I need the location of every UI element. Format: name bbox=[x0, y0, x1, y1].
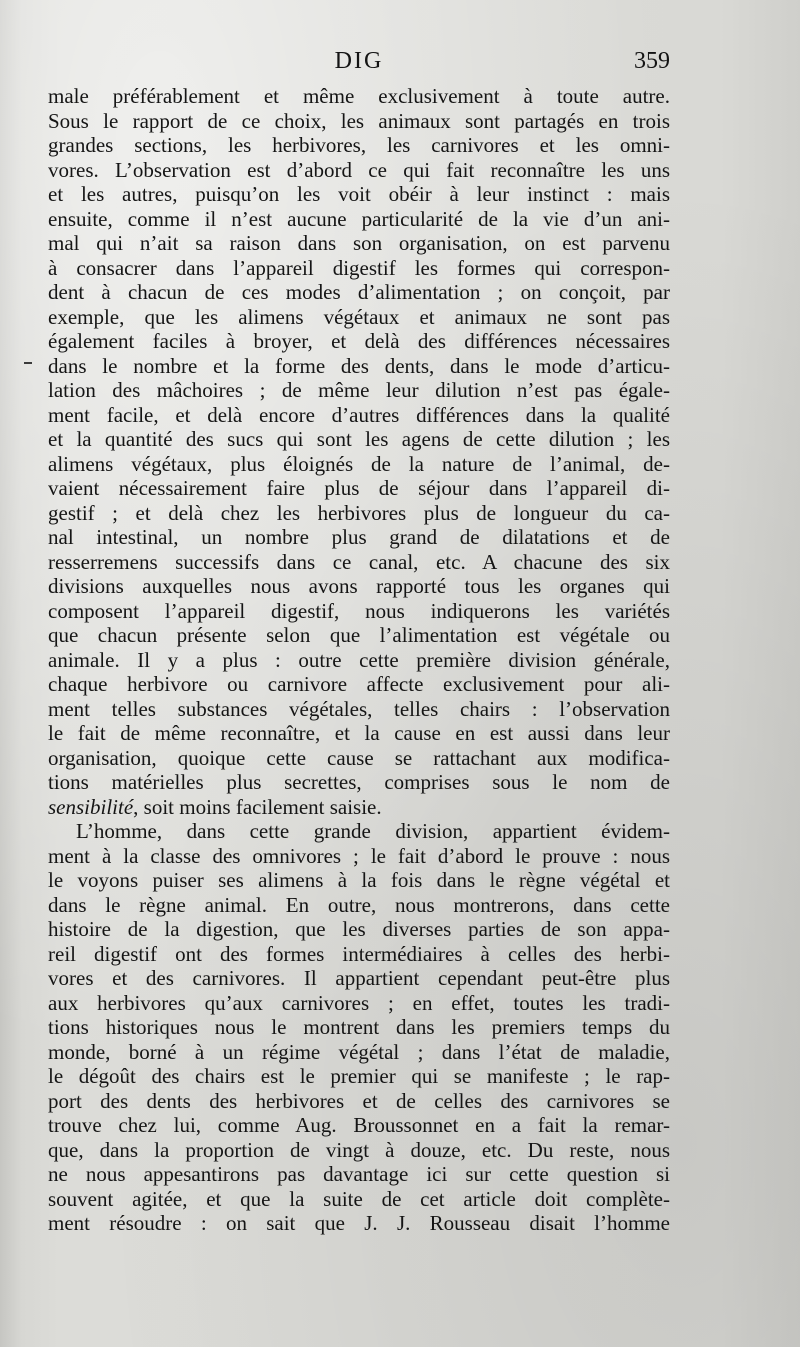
text-line: ment résoudre : on sait que J. J. Rousseau disait l’homme bbox=[48, 1211, 670, 1235]
text-line-paragraph-end: sensibilité, soit moins facilement saisie. bbox=[48, 794, 382, 819]
text-line: à consacrer dans l’appareil digestif les formes qui correspon- bbox=[48, 255, 670, 280]
text-line: le fait de même reconnaître, et la cause en est aussi dans leur bbox=[48, 721, 670, 745]
text-line: tions historiques nous le montrent dans les premiers temps du bbox=[48, 1015, 670, 1039]
text-line: chaque herbivore ou carnivore affecte exclusivement pour ali- bbox=[48, 672, 670, 696]
text-line: reil digestif ont des formes intermédiaires à celles des herbi- bbox=[48, 941, 670, 966]
text-line: exemple, que les alimens végétaux et animaux ne sont pas bbox=[48, 304, 670, 329]
running-head bbox=[48, 48, 670, 80]
text-line: male préférablement et même exclusivement à toute autre. bbox=[48, 84, 670, 108]
text-line: organisation, quoique cette cause se rattachant aux modifica- bbox=[48, 745, 670, 770]
text-line: gestif ; et delà chez les herbivores plus de longueur du ca- bbox=[48, 500, 670, 525]
text-line: grandes sections, les herbivores, les carnivores et les omni- bbox=[48, 133, 670, 157]
text-line: ensuite, comme il n’est aucune particularité de la vie d’un ani- bbox=[48, 206, 670, 231]
running-head-title: DIG bbox=[334, 48, 384, 74]
text-line: nal intestinal, un nombre plus grand de dilatations et de bbox=[48, 525, 670, 549]
text-line: dans le règne animal. En outre, nous montrerons, dans cette bbox=[48, 892, 670, 917]
text-line: ment à la classe des omnivores ; le fait d’abord le prouve : nous bbox=[48, 843, 670, 868]
text-line: également faciles à broyer, et delà des différences nécessaires bbox=[48, 329, 670, 353]
text-line: aux herbivores qu’aux carnivores ; en effet, toutes les tradi- bbox=[48, 990, 670, 1015]
text-line: port des dents des herbivores et de celles des carnivores se bbox=[48, 1088, 670, 1113]
text-line: vaient nécessairement faire plus de séjour dans l’appareil di- bbox=[48, 476, 670, 500]
text-line: ment telles substances végétales, telles chairs : l’observation bbox=[48, 696, 670, 721]
text-line: monde, borné à un régime végétal ; dans l’état de maladie, bbox=[48, 1039, 670, 1064]
text-line: lation des mâchoires ; de même leur dilution n’est pas égale- bbox=[48, 378, 670, 402]
text-line: ne nous appesantirons pas davantage ici sur cette question si bbox=[48, 1162, 670, 1186]
text-line: vores et des carnivores. Il appartient cependant peut-être plus bbox=[48, 966, 670, 990]
text-line: le dégoût des chairs est le premier qui se manifeste ; le rap- bbox=[48, 1064, 670, 1088]
text-line: histoire de la digestion, que les diverses parties de son appa- bbox=[48, 917, 670, 941]
text-line: divisions auxquelles nous avons rapporté tous les organes qui bbox=[48, 574, 670, 598]
text-line: le voyons puiser ses alimens à la fois dans le règne végétal et bbox=[48, 868, 670, 892]
text-line: trouve chez lui, comme Aug. Broussonnet en a fait la remar- bbox=[48, 1113, 670, 1137]
text-line: composent l’appareil digestif, nous indiquerons les variétés bbox=[48, 598, 670, 623]
page-number: 359 bbox=[634, 48, 670, 74]
text-line: animale. Il y a plus : outre cette première division générale, bbox=[48, 647, 670, 672]
text-line: tions matérielles plus secrettes, comprises sous le nom de bbox=[48, 770, 670, 794]
text-line: Sous le rapport de ce choix, les animaux sont partagés en trois bbox=[48, 108, 670, 133]
margin-mark bbox=[24, 362, 32, 364]
text-line-paragraph-start: L’homme, dans cette grande division, appartient évidem- bbox=[76, 819, 670, 843]
text-line: alimens végétaux, plus éloignés de la nature de l’animal, de- bbox=[48, 451, 670, 476]
text-line: ment facile, et delà encore d’autres différences dans la qualité bbox=[48, 402, 670, 427]
text-line: souvent agitée, et que la suite de cet article doit complète- bbox=[48, 1186, 670, 1211]
body-text bbox=[48, 84, 670, 1236]
text-line: resserremens successifs dans ce canal, etc. A chacune des six bbox=[48, 549, 670, 574]
text-line: dent à chacun de ces modes d’alimentation ; on conçoit, par bbox=[48, 280, 670, 304]
text-line: mal qui n’ait sa raison dans son organisation, on est parvenu bbox=[48, 231, 670, 255]
italic-term: sensibilité bbox=[48, 794, 134, 819]
text-line: et la quantité des sucs qui sont les agens de cette dilution ; les bbox=[48, 427, 670, 451]
text-line: dans le nombre et la forme des dents, dans le mode d’articu- bbox=[48, 353, 670, 378]
text-line: vores. L’observation est d’abord ce qui fait reconnaître les uns bbox=[48, 157, 670, 182]
text-line: et les autres, puisqu’on les voit obéir à leur instinct : mais bbox=[48, 182, 670, 206]
text-line: que, dans la proportion de vingt à douze, etc. Du reste, nous bbox=[48, 1137, 670, 1162]
text-line: que chacun présente selon que l’alimentation est végétale ou bbox=[48, 623, 670, 647]
